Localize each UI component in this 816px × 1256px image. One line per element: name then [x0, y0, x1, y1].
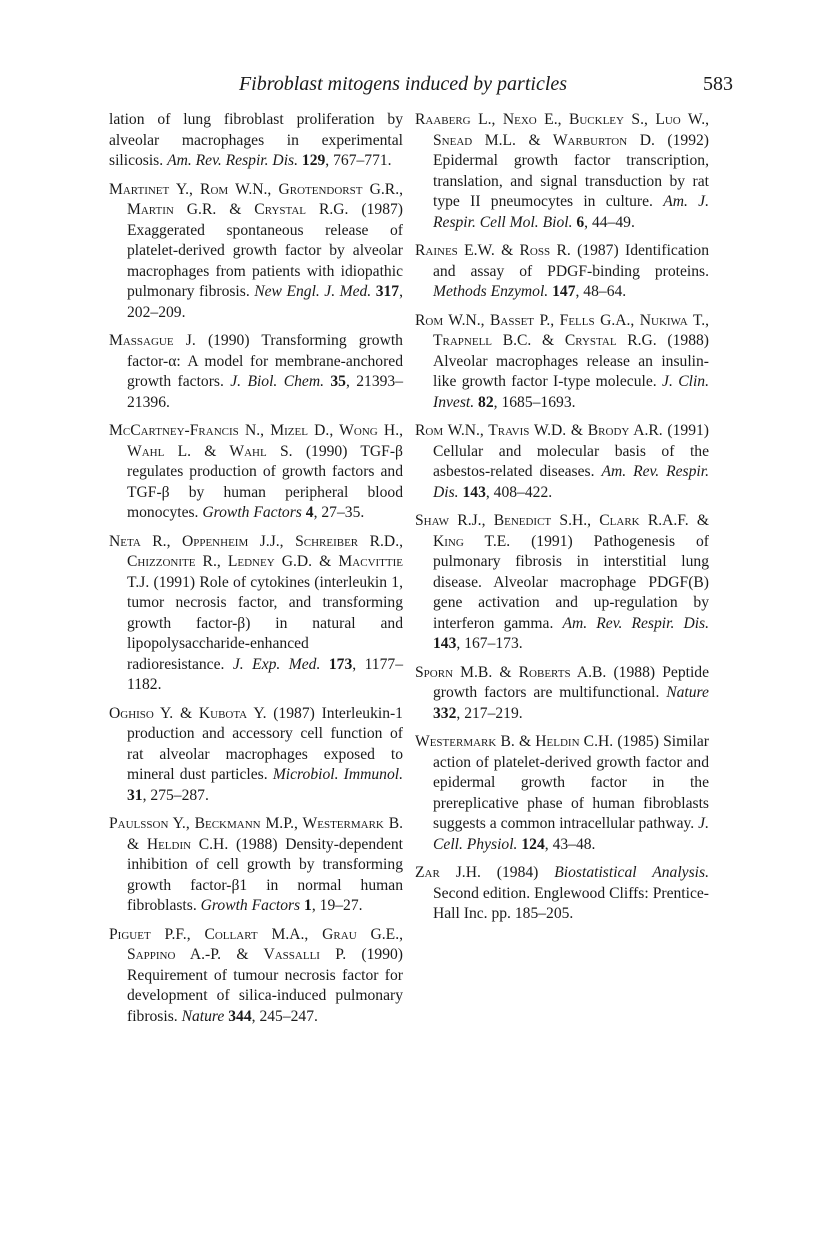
reference-pages: , 202–209. — [127, 283, 403, 321]
reference-volume: 143 — [462, 483, 486, 501]
reference-entry — [415, 663, 709, 725]
reference-volume: 82 — [478, 393, 494, 411]
reference-entry — [415, 863, 709, 925]
reference-authors: Paulsson Y., Beckmann M.P., Westermark B. & Heldin C.H. — [109, 815, 403, 853]
reference-pages: , 27–35. — [313, 504, 365, 521]
reference-year: (1990) — [305, 442, 348, 460]
reference-authors: McCartney-Francis N., Mizel D., Wong H., Wahl L. & Wahl S. — [109, 422, 403, 460]
reference-title: TGF-β regulates production of growth factors and TGF-β by human peripheral blood monocytes. — [127, 442, 403, 521]
reference-entry — [109, 814, 403, 917]
reference-pages: , 19–27. — [311, 897, 363, 914]
reference-title: Similar action of platelet-derived growth factor and epidermal growth factor in the prereplicative phase of human fibroblasts suggests a common intracellular pathway. — [433, 733, 709, 832]
reference-journal: Am. Rev. Respir. Dis. — [167, 152, 298, 169]
reference-volume: 173 — [328, 655, 353, 673]
reference-title: Epidermal growth factor transcription, translation, and signal transduction by rat type II pneumocytes in culture. — [433, 152, 709, 210]
reference-pages: , 217–219. — [456, 704, 523, 722]
reference-entry — [109, 925, 403, 1028]
reference-pages: , 275–287. — [142, 786, 209, 804]
reference-volume: 344 — [228, 1007, 252, 1025]
reference-authors: Raaberg L., Nexo E., Buckley S., Luo W., Snead M.L. & Warburton D. — [415, 111, 709, 149]
reference-authors: Raines E.W. & Ross R. — [415, 242, 571, 259]
reference-authors: Shaw R.J., Benedict S.H., Clark R.A.F. & King T.E. — [415, 512, 709, 550]
reference-journal: J. Clin. Invest. — [433, 373, 709, 411]
reference-authors: Westermark B. & Heldin C.H. — [415, 733, 614, 750]
reference-volume: 143 — [433, 635, 457, 652]
reference-title: Peptide growth factors are multifunctional. — [433, 663, 709, 701]
reference-entry — [415, 110, 709, 233]
reference-year: (1992) — [667, 131, 709, 149]
reference-authors: Oghiso Y. & Kubota Y. — [109, 704, 267, 722]
reference-title: Interleukin-1 production and accessory cell function of rat alveolar macrophages exposed to mineral dust particles. — [127, 704, 403, 783]
reference-pages: , 408–422. — [485, 483, 553, 501]
references-right-column — [415, 110, 709, 933]
reference-year: (1991) — [153, 573, 196, 591]
reference-authors: Sporn M.B. & Roberts A.B. — [415, 663, 607, 681]
reference-year: (1987) — [273, 704, 315, 722]
reference-year: (1985) — [617, 733, 659, 750]
reference-volume: 147 — [552, 283, 576, 300]
reference-volume: 35 — [330, 373, 346, 390]
reference-entry — [109, 331, 403, 413]
reference-pages: , 167–173. — [456, 635, 523, 652]
reference-authors: Massague J. — [109, 332, 196, 349]
reference-pages: , 21393–21396. — [127, 373, 404, 411]
reference-title: Second edition. Englewood Cliffs: Prentice-Hall Inc. pp. 185–205. — [433, 884, 709, 922]
reference-entry — [415, 732, 709, 855]
reference-volume: 4 — [305, 504, 314, 521]
reference-year: (1991) — [531, 532, 573, 550]
reference-year: (1988) — [235, 835, 278, 853]
reference-volume: 6 — [576, 213, 585, 231]
reference-journal: Growth Factors — [200, 897, 301, 914]
reference-authors: Martinet Y., Rom W.N., Grotendorst G.R., Martin G.R. & Crystal R.G. — [109, 180, 403, 218]
reference-volume: 332 — [433, 704, 457, 722]
page-number: 583 — [703, 73, 733, 95]
reference-title: lation of lung fibroblast proliferation by alveolar macrophages in experimental silicosis. — [109, 111, 403, 169]
reference-title: Alveolar macrophages release an insulin-like growth factor I-type molecule. — [433, 352, 709, 390]
reference-title: Exaggerated spontaneous release of platelet-derived growth factor by alveolar macrophages from patients with idiopathic pulmonary fibrosis. — [127, 221, 403, 300]
reference-entry — [415, 511, 709, 655]
reference-year: (1987) — [577, 242, 619, 259]
reference-entry — [109, 532, 403, 696]
reference-entry — [109, 180, 403, 324]
reference-year: (1990) — [207, 332, 250, 349]
reference-authors: Rom W.N., Basset P., Fells G.A., Nukiwa T., Trapnell B.C. & Crystal R.G. — [415, 311, 709, 349]
reference-title: Cellular and molecular basis of the asbestos-related diseases. — [433, 442, 709, 480]
reference-volume: 129 — [301, 152, 326, 169]
reference-journal: J. Cell. Physiol. — [433, 815, 709, 853]
reference-authors: Neta R., Oppenheim J.J., Schreiber R.D., Chizzonite R., Ledney G.D. & Macvittie T.J. — [109, 532, 403, 591]
running-header-title: Fibroblast mitogens induced by particles — [238, 73, 568, 95]
reference-book-title: Biostatistical Analysis. — [554, 864, 709, 881]
reference-year: (1984) — [496, 864, 539, 881]
reference-entry — [109, 704, 403, 807]
reference-journal: Am. J. Respir. Cell Mol. Biol. — [433, 193, 709, 231]
reference-pages: , 1685–1693. — [493, 393, 576, 411]
reference-journal: J. Exp. Med. — [232, 655, 321, 673]
reference-year: (1991) — [667, 422, 709, 439]
reference-volume: 1 — [304, 897, 312, 914]
reference-entry — [415, 421, 709, 503]
reference-authors: Rom W.N., Travis W.D. & Brody A.R. — [415, 422, 663, 439]
reference-pages: , 1177–1182. — [127, 655, 403, 693]
reference-pages: , 767–771. — [325, 152, 392, 169]
reference-year: (1990) — [361, 946, 403, 963]
reference-pages: , 44–49. — [584, 213, 635, 231]
reference-volume: 31 — [127, 786, 143, 804]
reference-pages: , 245–247. — [251, 1007, 318, 1025]
reference-year: (1987) — [361, 201, 403, 218]
reference-title: Transforming growth factor-α: A model for membrane-anchored growth factors. — [127, 332, 403, 390]
reference-title: Role of cytokines (interleukin 1, tumor necrosis factor, and transforming growth factor-β) in natural and lipopolysaccharide-enhanced radioresistance. — [127, 573, 403, 673]
reference-journal: Microbiol. Immunol. — [272, 766, 403, 783]
reference-volume: 317 — [375, 283, 400, 300]
reference-volume: 124 — [521, 835, 545, 853]
reference-journal: Nature — [181, 1007, 225, 1025]
reference-title: Identification and assay of PDGF-binding proteins. — [433, 242, 710, 280]
reference-title: Density-dependent inhibition of cell growth by transforming growth factor-β1 in normal human fibroblasts. — [127, 835, 404, 914]
reference-journal: New Engl. J. Med. — [254, 283, 372, 300]
reference-journal: Methods Enzymol. — [433, 283, 549, 300]
reference-journal: Growth Factors — [202, 504, 302, 521]
reference-title: Requirement of tumour necrosis factor for development of silica-induced pulmonary fibrosis. — [127, 966, 403, 1025]
reference-authors: Piguet P.F., Collart M.A., Grau G.E., Sappino A.-P. & Vassalli P. — [109, 925, 403, 963]
reference-journal: J. Biol. Chem. — [230, 373, 324, 390]
reference-pages: , 43–48. — [544, 835, 596, 853]
reference-journal: Am. Rev. Respir. Dis. — [562, 614, 710, 632]
reference-pages: , 48–64. — [575, 283, 627, 300]
reference-journal: Am. Rev. Respir. Dis. — [433, 463, 709, 501]
reference-authors: Zar J.H. — [415, 864, 481, 881]
reference-entry — [109, 110, 403, 172]
reference-year: (1988) — [613, 663, 656, 681]
reference-entry — [415, 311, 709, 414]
reference-year: (1988) — [667, 332, 709, 349]
reference-entry — [415, 241, 709, 303]
reference-title: Pathogenesis of pulmonary fibrosis in interstitial lung disease. Alveolar macrophage PDGF(B) gene activation and up-regulation by interferon gamma. — [433, 532, 709, 632]
reference-entry — [109, 421, 403, 524]
references-left-column — [109, 110, 403, 1035]
reference-journal: Nature — [666, 684, 709, 701]
